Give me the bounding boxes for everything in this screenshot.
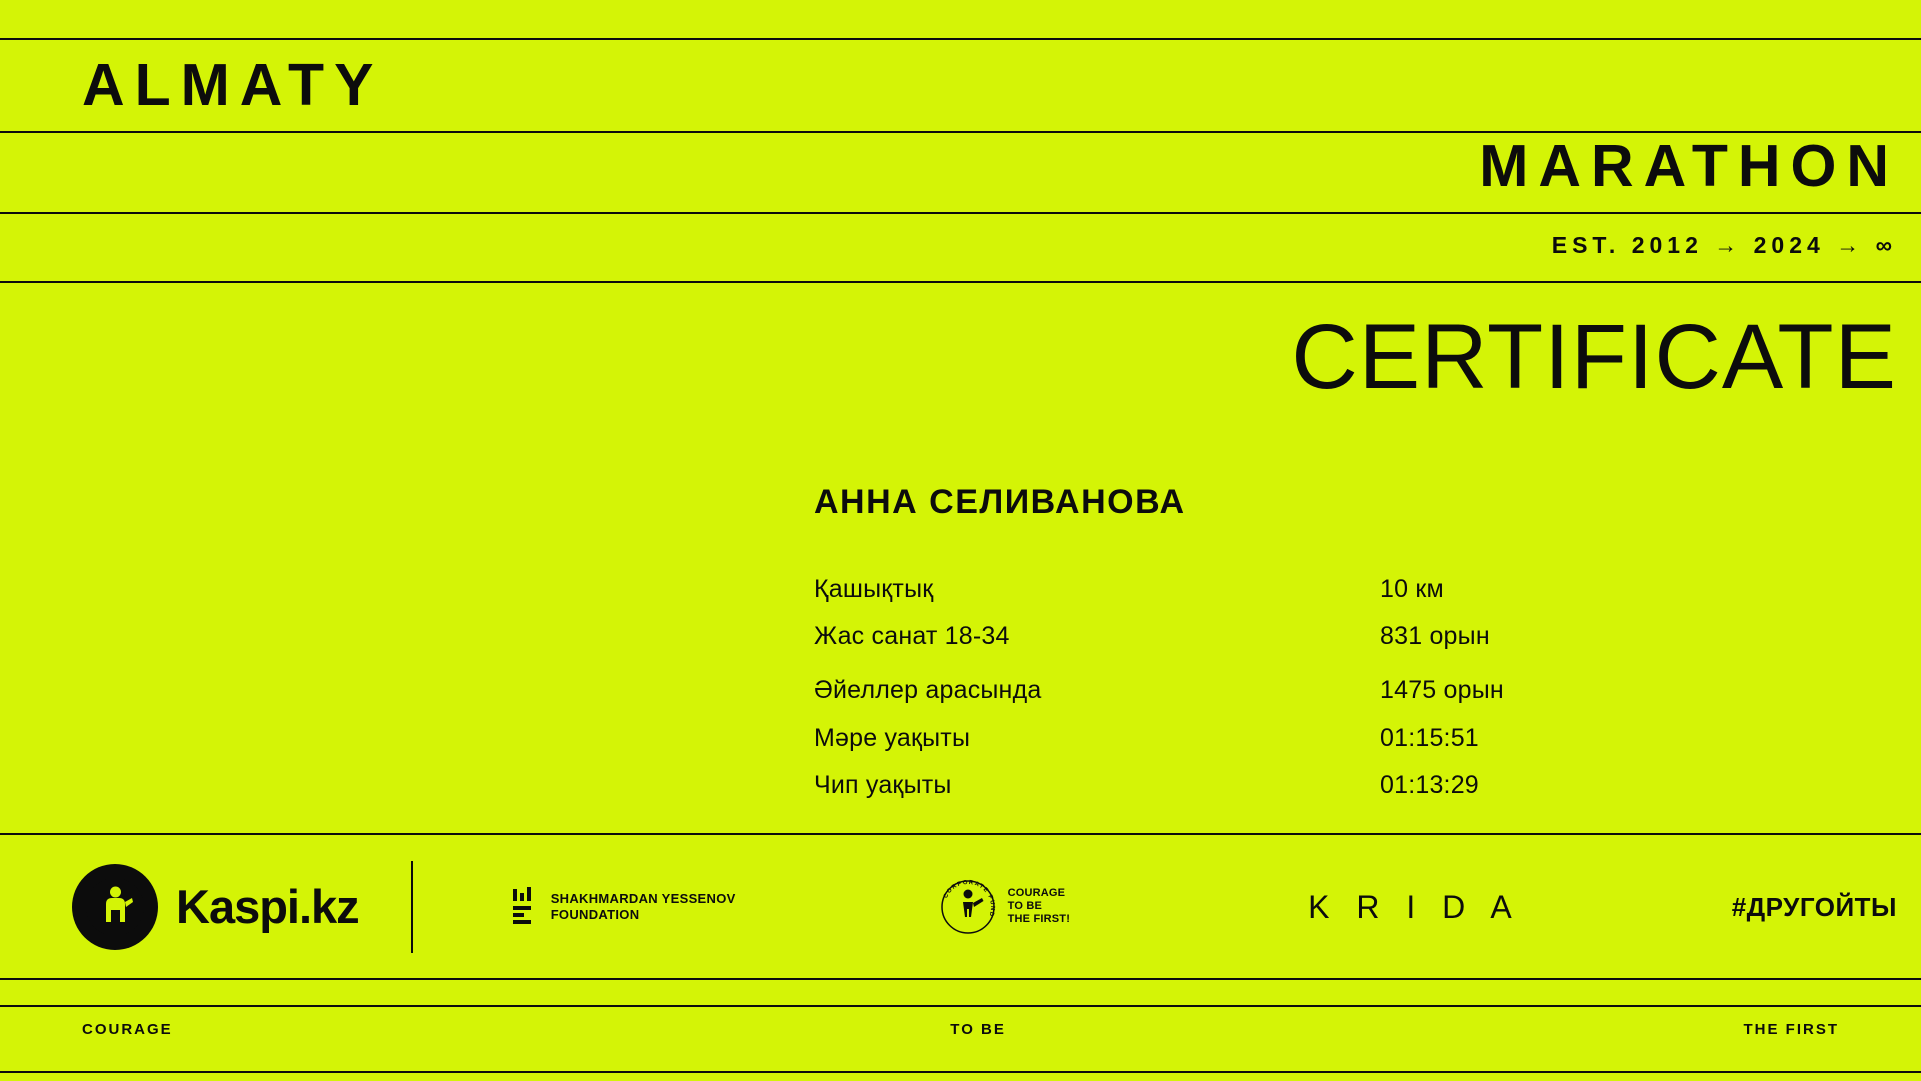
sponsor-yessenov (511, 887, 736, 927)
corporate-fund-seal-icon (936, 875, 1000, 939)
divider-rule-4 (0, 281, 1921, 283)
tagline-right: THE FIRST (1743, 1021, 1839, 1038)
result-label: Қашықтық (814, 575, 934, 603)
page-title: CERTIFICATE (1291, 306, 1897, 408)
result-label: Әйеллер арасында (814, 676, 1042, 704)
divider-rule-6 (0, 978, 1921, 980)
table-row (814, 619, 1694, 673)
sponsor-strip (0, 835, 1921, 978)
corporate-line3: THE FIRST! (1007, 913, 1071, 925)
tagline-left: COURAGE (82, 1021, 173, 1038)
corporate-line2: TO BE (1007, 900, 1043, 912)
result-value: 01:13:29 (1380, 771, 1479, 799)
sponsor-drugoity: #ДРУГОЙТЫ (1731, 891, 1897, 922)
yessenov-bars-icon (511, 887, 541, 927)
divider-rule-8 (0, 1071, 1921, 1073)
brand-marathon: MARATHON (1479, 133, 1899, 199)
footer-tagline (0, 1020, 1921, 1040)
table-row (814, 673, 1694, 721)
result-label: Мәре уақыты (814, 724, 971, 752)
result-value: 10 км (1380, 575, 1444, 603)
result-value: 1475 орын (1380, 676, 1504, 704)
established-line: EST. 2012 → 2024 → ∞ (1551, 232, 1897, 258)
brand-almaty: ALMATY (82, 52, 384, 118)
sponsor-krida: K R I D A (1308, 888, 1521, 925)
yessenov-line1: SHAKHMARDAN YESSENOV (550, 890, 736, 906)
sponsor-divider (411, 861, 413, 953)
corporate-fund-wordmark (1000, 887, 1071, 926)
divider-rule-1 (0, 38, 1921, 40)
corporate-line1: COURAGE (1007, 887, 1066, 899)
divider-rule-3 (0, 212, 1921, 214)
table-row (814, 572, 1694, 619)
kaspi-wordmark: Kaspi.kz (176, 879, 359, 933)
kaspi-logo-icon (72, 864, 158, 950)
result-value: 831 орын (1380, 622, 1490, 650)
result-value: 01:15:51 (1380, 724, 1479, 752)
table-row (814, 721, 1694, 768)
results-table (814, 572, 1694, 815)
result-label: Чип уақыты (814, 771, 952, 799)
table-row (814, 768, 1694, 815)
athlete-name: АННА СЕЛИВАНОВА (814, 483, 1186, 521)
tagline-middle: TO BE (950, 1021, 1006, 1038)
sponsor-kaspi (72, 864, 359, 950)
yessenov-wordmark (551, 891, 736, 923)
result-label: Жас санат 18-34 (814, 622, 1010, 650)
svg-text:CORPORATE FUND: CORPORATE FUND (942, 879, 995, 918)
sponsor-corporate-fund (936, 875, 1071, 939)
divider-rule-7 (0, 1005, 1921, 1007)
yessenov-line2: FOUNDATION (550, 906, 640, 922)
